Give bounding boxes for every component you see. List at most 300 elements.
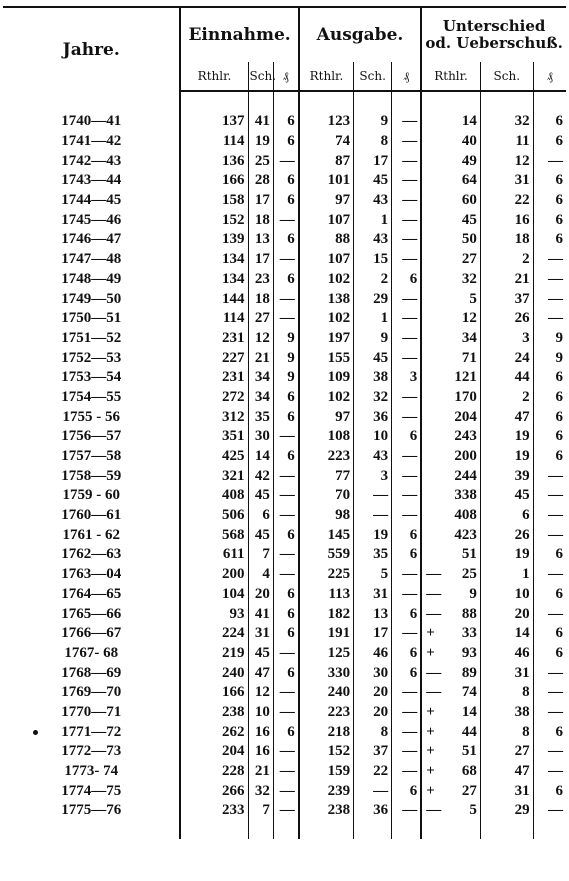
- cell-income-sch: 25: [248, 151, 273, 171]
- cell-diff-sign: —: [426, 664, 442, 681]
- cell-income-sch: 23: [248, 270, 273, 290]
- cell-year: 1743—44: [61, 172, 122, 189]
- ink-dot-mark: [33, 730, 38, 735]
- cell-income-rthlr: 611: [180, 545, 248, 565]
- cell-income-sch: 27: [248, 309, 273, 329]
- cell-income-sch: 35: [248, 407, 273, 427]
- cell-year: 1751—52: [61, 329, 122, 346]
- cell-income-pf: —: [273, 210, 298, 230]
- cell-expense-sch: 36: [354, 801, 392, 821]
- cell-income-sch: 34: [248, 388, 273, 408]
- cell-expense-rthlr: 223: [299, 703, 354, 723]
- cell-diff-value: 33: [461, 625, 477, 642]
- cell-diff-value: 34: [461, 329, 477, 346]
- cell-diff-sign: +: [426, 723, 435, 740]
- cell-income-pf: —: [273, 309, 298, 329]
- cell-expense-pf: —: [392, 506, 422, 526]
- cell-diff-value: 27: [461, 251, 477, 268]
- cell-expense-rthlr: 238: [299, 801, 354, 821]
- table-row: [3, 112, 566, 132]
- cell-diff-rthlr: [421, 132, 480, 152]
- cell-diff-sign: —: [426, 605, 442, 622]
- table-row: [3, 329, 566, 349]
- cell-diff-value: 93: [461, 644, 477, 661]
- cell-expense-sch: —: [354, 506, 392, 526]
- cell-year: 1746—47: [61, 231, 122, 248]
- cell-diff-pf: —: [533, 703, 566, 723]
- cell-diff-sch: 19: [480, 447, 533, 467]
- cell-diff-rthlr: [421, 250, 480, 270]
- cell-income-rthlr: 204: [180, 742, 248, 762]
- cell-income-rthlr: 351: [180, 427, 248, 447]
- table-row: [3, 801, 566, 821]
- cell-diff-value: 423: [454, 526, 477, 543]
- cell-expense-rthlr: 330: [299, 663, 354, 683]
- cell-expense-pf: —: [392, 329, 422, 349]
- cell-income-sch: 21: [248, 348, 273, 368]
- cell-expense-sch: 35: [354, 545, 392, 565]
- cell-income-rthlr: 137: [180, 112, 248, 132]
- unit-expense-rthlr: Rthlr.: [299, 62, 354, 91]
- cell-expense-sch: 30: [354, 663, 392, 683]
- cell-income-rthlr: 233: [180, 801, 248, 821]
- cell-diff-value: 71: [461, 349, 477, 366]
- cell-diff-sch: 14: [480, 624, 533, 644]
- cell-expense-sch: 5: [354, 565, 392, 585]
- table-row: [3, 230, 566, 250]
- cell-year: 1775—76: [61, 802, 122, 819]
- cell-income-pf: —: [273, 250, 298, 270]
- cell-expense-rthlr: 88: [299, 230, 354, 250]
- cell-diff-rthlr: [421, 801, 480, 821]
- cell-expense-rthlr: 125: [299, 644, 354, 664]
- cell-income-pf: 6: [273, 722, 298, 742]
- table-row: [3, 644, 566, 664]
- cell-year: 1742—43: [61, 152, 122, 169]
- cell-income-rthlr: 152: [180, 210, 248, 230]
- cell-diff-pf: 6: [533, 545, 566, 565]
- cell-expense-sch: 10: [354, 427, 392, 447]
- cell-diff-value: 5: [469, 802, 477, 819]
- cell-income-pf: 9: [273, 368, 298, 388]
- cell-expense-sch: 9: [354, 112, 392, 132]
- cell-income-pf: —: [273, 486, 298, 506]
- cell-diff-pf: —: [533, 289, 566, 309]
- cell-diff-value: 50: [461, 231, 477, 248]
- cell-diff-value: 121: [454, 369, 477, 386]
- cell-diff-sch: 20: [480, 604, 533, 624]
- cell-income-pf: 6: [273, 447, 298, 467]
- table-row: [3, 663, 566, 683]
- cell-diff-rthlr: [421, 525, 480, 545]
- table-row: [3, 407, 566, 427]
- cell-diff-sign: —: [426, 585, 442, 602]
- cell-income-pf: 6: [273, 663, 298, 683]
- cell-expense-rthlr: 101: [299, 171, 354, 191]
- cell-expense-rthlr: 182: [299, 604, 354, 624]
- cell-expense-sch: 22: [354, 762, 392, 782]
- cell-diff-sign: +: [426, 782, 435, 799]
- cell-diff-sch: 10: [480, 585, 533, 605]
- cell-expense-pf: —: [392, 388, 422, 408]
- cell-income-sch: 47: [248, 663, 273, 683]
- cell-expense-pf: —: [392, 486, 422, 506]
- cell-expense-pf: 3: [392, 368, 422, 388]
- cell-expense-rthlr: 102: [299, 270, 354, 290]
- cell-diff-sch: 27: [480, 742, 533, 762]
- cell-diff-pf: 6: [533, 368, 566, 388]
- cell-expense-pf: —: [392, 171, 422, 191]
- cell-diff-pf: —: [533, 604, 566, 624]
- cell-diff-pf: 6: [533, 624, 566, 644]
- cell-income-rthlr: 114: [180, 132, 248, 152]
- cell-diff-sch: 19: [480, 427, 533, 447]
- cell-income-rthlr: 93: [180, 604, 248, 624]
- cell-diff-pf: 6: [533, 722, 566, 742]
- cell-diff-pf: 6: [533, 585, 566, 605]
- table-row: [3, 132, 566, 152]
- header-difference-line2: od. Ueberschuß.: [425, 34, 563, 52]
- cell-year: 1757—58: [61, 448, 122, 465]
- cell-expense-sch: 45: [354, 348, 392, 368]
- cell-expense-pf: 6: [392, 644, 422, 664]
- cell-income-rthlr: 104: [180, 585, 248, 605]
- cell-income-pf: 6: [273, 191, 298, 211]
- cell-expense-rthlr: 107: [299, 250, 354, 270]
- cell-income-pf: 6: [273, 604, 298, 624]
- cell-diff-sch: 2: [480, 250, 533, 270]
- cell-expense-pf: —: [392, 210, 422, 230]
- cell-expense-pf: 6: [392, 270, 422, 290]
- cell-income-sch: 18: [248, 210, 273, 230]
- unit-income-pf: ₰: [273, 62, 298, 91]
- cell-year: 1758—59: [61, 467, 122, 484]
- cell-income-pf: 6: [273, 624, 298, 644]
- cell-income-sch: 30: [248, 427, 273, 447]
- cell-income-sch: 34: [248, 368, 273, 388]
- cell-diff-sch: 22: [480, 191, 533, 211]
- cell-expense-rthlr: 108: [299, 427, 354, 447]
- cell-income-rthlr: 266: [180, 781, 248, 801]
- cell-expense-sch: 20: [354, 683, 392, 703]
- cell-income-rthlr: 114: [180, 309, 248, 329]
- cell-expense-rthlr: 223: [299, 447, 354, 467]
- cell-expense-sch: 36: [354, 407, 392, 427]
- table-row: [3, 781, 566, 801]
- cell-expense-sch: 31: [354, 585, 392, 605]
- cell-income-sch: 13: [248, 230, 273, 250]
- cell-expense-pf: 6: [392, 663, 422, 683]
- cell-diff-sch: 12: [480, 151, 533, 171]
- cell-diff-pf: —: [533, 742, 566, 762]
- cell-diff-sch: 21: [480, 270, 533, 290]
- cell-expense-pf: —: [392, 151, 422, 171]
- cell-diff-value: 74: [461, 684, 477, 701]
- cell-year: 1753—54: [61, 369, 122, 386]
- unit-diff-pf: ₰: [533, 62, 566, 91]
- cell-income-pf: —: [273, 545, 298, 565]
- cell-expense-sch: 15: [354, 250, 392, 270]
- cell-expense-sch: 38: [354, 368, 392, 388]
- cell-expense-rthlr: 102: [299, 388, 354, 408]
- cell-expense-sch: 32: [354, 388, 392, 408]
- cell-diff-rthlr: [421, 348, 480, 368]
- header-years: Jahre.: [3, 7, 180, 91]
- cell-year: 1755 - 56: [62, 408, 120, 425]
- cell-income-sch: 45: [248, 486, 273, 506]
- table-row: [3, 604, 566, 624]
- cell-expense-pf: —: [392, 703, 422, 723]
- cell-income-rthlr: 262: [180, 722, 248, 742]
- cell-diff-sch: 45: [480, 486, 533, 506]
- cell-income-sch: 28: [248, 171, 273, 191]
- cell-expense-pf: —: [392, 407, 422, 427]
- cell-diff-rthlr: [421, 486, 480, 506]
- cell-expense-rthlr: 87: [299, 151, 354, 171]
- cell-income-sch: 10: [248, 703, 273, 723]
- cell-income-rthlr: 144: [180, 289, 248, 309]
- cell-expense-pf: 6: [392, 525, 422, 545]
- cell-expense-rthlr: 123: [299, 112, 354, 132]
- cell-diff-pf: —: [533, 309, 566, 329]
- cell-expense-rthlr: 138: [299, 289, 354, 309]
- cell-expense-sch: 8: [354, 722, 392, 742]
- cell-expense-pf: —: [392, 742, 422, 762]
- cell-expense-sch: 13: [354, 604, 392, 624]
- table-row: [3, 270, 566, 290]
- table-row: [3, 506, 566, 526]
- table-row: [3, 210, 566, 230]
- cell-expense-pf: —: [392, 289, 422, 309]
- cell-diff-rthlr: [421, 388, 480, 408]
- header-expense: Ausgabe.: [299, 7, 422, 62]
- cell-expense-sch: 19: [354, 525, 392, 545]
- cell-expense-pf: —: [392, 466, 422, 486]
- cell-expense-rthlr: 218: [299, 722, 354, 742]
- cell-diff-sign: —: [426, 566, 442, 583]
- table-row: [3, 624, 566, 644]
- cell-diff-rthlr: [421, 427, 480, 447]
- cell-expense-rthlr: 191: [299, 624, 354, 644]
- cell-expense-pf: —: [392, 722, 422, 742]
- cell-income-rthlr: 227: [180, 348, 248, 368]
- table-row: [3, 388, 566, 408]
- table-row: [3, 289, 566, 309]
- cell-diff-rthlr: [421, 762, 480, 782]
- cell-diff-value: 51: [461, 743, 477, 760]
- cell-expense-pf: —: [392, 230, 422, 250]
- table-row: [3, 585, 566, 605]
- cell-income-pf: 6: [273, 525, 298, 545]
- cell-diff-sign: —: [426, 802, 442, 819]
- cell-year: 1771—72: [61, 723, 122, 740]
- cell-diff-pf: —: [533, 663, 566, 683]
- cell-expense-rthlr: 240: [299, 683, 354, 703]
- cell-diff-sch: 47: [480, 762, 533, 782]
- unit-diff-sch: Sch.: [480, 62, 533, 91]
- cell-income-rthlr: 425: [180, 447, 248, 467]
- cell-income-rthlr: 506: [180, 506, 248, 526]
- cell-income-sch: 18: [248, 289, 273, 309]
- cell-diff-pf: 9: [533, 329, 566, 349]
- cell-income-rthlr: 224: [180, 624, 248, 644]
- cell-diff-sch: 31: [480, 663, 533, 683]
- cell-diff-value: 60: [461, 192, 477, 209]
- cell-diff-value: 25: [461, 566, 477, 583]
- cell-year: 1766—67: [61, 625, 122, 642]
- cell-diff-value: 49: [461, 152, 477, 169]
- cell-expense-sch: 43: [354, 447, 392, 467]
- cell-expense-pf: —: [392, 309, 422, 329]
- cell-diff-value: 40: [461, 133, 477, 150]
- cell-diff-pf: —: [533, 762, 566, 782]
- cell-diff-sch: 24: [480, 348, 533, 368]
- cell-expense-sch: 45: [354, 171, 392, 191]
- cell-expense-rthlr: 77: [299, 466, 354, 486]
- cell-year: 1765—66: [61, 605, 122, 622]
- cell-expense-rthlr: 225: [299, 565, 354, 585]
- cell-year: 1744—45: [61, 192, 122, 209]
- tail-row: [3, 821, 566, 839]
- cell-diff-sch: 6: [480, 506, 533, 526]
- cell-diff-sch: 31: [480, 781, 533, 801]
- cell-diff-value: 89: [461, 664, 477, 681]
- cell-diff-pf: 6: [533, 132, 566, 152]
- cell-expense-pf: —: [392, 250, 422, 270]
- table-row: [3, 191, 566, 211]
- cell-expense-rthlr: 97: [299, 407, 354, 427]
- cell-income-pf: —: [273, 289, 298, 309]
- cell-diff-sch: 38: [480, 703, 533, 723]
- cell-diff-sch: 31: [480, 171, 533, 191]
- cell-expense-pf: —: [392, 762, 422, 782]
- cell-income-sch: 21: [248, 762, 273, 782]
- cell-expense-pf: —: [392, 565, 422, 585]
- cell-expense-sch: 43: [354, 230, 392, 250]
- cell-diff-value: 244: [454, 467, 477, 484]
- cell-diff-pf: 6: [533, 407, 566, 427]
- cell-expense-rthlr: 98: [299, 506, 354, 526]
- cell-diff-value: 12: [461, 310, 477, 327]
- spacer-row: [3, 91, 566, 112]
- cell-year: 1768—69: [61, 664, 122, 681]
- cell-income-pf: —: [273, 781, 298, 801]
- cell-expense-pf: —: [392, 801, 422, 821]
- cell-expense-rthlr: 155: [299, 348, 354, 368]
- cell-diff-value: 14: [461, 113, 477, 130]
- cell-expense-sch: 1: [354, 210, 392, 230]
- cell-income-pf: —: [273, 466, 298, 486]
- cell-diff-pf: —: [533, 486, 566, 506]
- cell-year: 1769—70: [61, 684, 122, 701]
- cell-diff-pf: —: [533, 525, 566, 545]
- cell-expense-rthlr: 113: [299, 585, 354, 605]
- cell-expense-rthlr: 239: [299, 781, 354, 801]
- cell-year: 1770—71: [61, 703, 122, 720]
- cell-diff-sch: 19: [480, 545, 533, 565]
- cell-diff-value: 45: [461, 211, 477, 228]
- cell-diff-pf: 6: [533, 644, 566, 664]
- cell-year: 1761 - 62: [62, 526, 120, 543]
- cell-income-pf: —: [273, 644, 298, 664]
- cell-year: 1749—50: [61, 290, 122, 307]
- unit-expense-pf: ₰: [392, 62, 422, 91]
- cell-income-rthlr: 136: [180, 151, 248, 171]
- cell-diff-sch: 32: [480, 112, 533, 132]
- cell-income-rthlr: 231: [180, 368, 248, 388]
- cell-income-sch: 20: [248, 585, 273, 605]
- cell-diff-sign: +: [426, 625, 435, 642]
- cell-income-pf: 9: [273, 348, 298, 368]
- cell-year: 1750—51: [61, 310, 122, 327]
- cell-income-rthlr: 238: [180, 703, 248, 723]
- cell-income-rthlr: 568: [180, 525, 248, 545]
- cell-diff-sch: 44: [480, 368, 533, 388]
- cell-expense-rthlr: 97: [299, 191, 354, 211]
- cell-expense-rthlr: 197: [299, 329, 354, 349]
- table-row: [3, 151, 566, 171]
- cell-income-pf: —: [273, 683, 298, 703]
- cell-diff-rthlr: [421, 565, 480, 585]
- cell-diff-rthlr: [421, 703, 480, 723]
- table-row: [3, 348, 566, 368]
- cell-income-sch: 45: [248, 525, 273, 545]
- cell-diff-value: 64: [461, 172, 477, 189]
- cell-income-pf: —: [273, 427, 298, 447]
- cell-diff-value: 68: [461, 763, 477, 780]
- table-row: [3, 171, 566, 191]
- cell-diff-sign: +: [426, 703, 435, 720]
- cell-expense-sch: 17: [354, 624, 392, 644]
- cell-diff-sch: 47: [480, 407, 533, 427]
- cell-expense-sch: 17: [354, 151, 392, 171]
- cell-income-pf: 6: [273, 407, 298, 427]
- cell-income-pf: —: [273, 762, 298, 782]
- cell-income-sch: 4: [248, 565, 273, 585]
- cell-diff-rthlr: [421, 663, 480, 683]
- cell-income-sch: 42: [248, 466, 273, 486]
- cell-diff-pf: 6: [533, 388, 566, 408]
- cell-diff-pf: —: [533, 151, 566, 171]
- cell-year: 1740—41: [61, 113, 122, 130]
- cell-diff-sch: 39: [480, 466, 533, 486]
- cell-income-sch: 41: [248, 112, 273, 132]
- unit-income-sch: Sch.: [248, 62, 273, 91]
- cell-income-sch: 12: [248, 683, 273, 703]
- cell-expense-pf: —: [392, 624, 422, 644]
- table-row: [3, 309, 566, 329]
- cell-expense-sch: 1: [354, 309, 392, 329]
- cell-income-sch: 16: [248, 722, 273, 742]
- table-row: [3, 683, 566, 703]
- cell-expense-pf: 6: [392, 604, 422, 624]
- cell-diff-pf: 6: [533, 447, 566, 467]
- cell-income-rthlr: 166: [180, 683, 248, 703]
- cell-expense-rthlr: 109: [299, 368, 354, 388]
- cell-diff-sch: 16: [480, 210, 533, 230]
- cell-income-pf: 6: [273, 388, 298, 408]
- table-row: [3, 250, 566, 270]
- cell-income-rthlr: 272: [180, 388, 248, 408]
- cell-expense-sch: 20: [354, 703, 392, 723]
- cell-income-sch: 14: [248, 447, 273, 467]
- cell-year: 1748—49: [61, 270, 122, 287]
- cell-income-rthlr: 240: [180, 663, 248, 683]
- cell-year: 1752—53: [61, 349, 122, 366]
- cell-expense-pf: 6: [392, 427, 422, 447]
- cell-income-pf: —: [273, 703, 298, 723]
- cell-diff-pf: 6: [533, 171, 566, 191]
